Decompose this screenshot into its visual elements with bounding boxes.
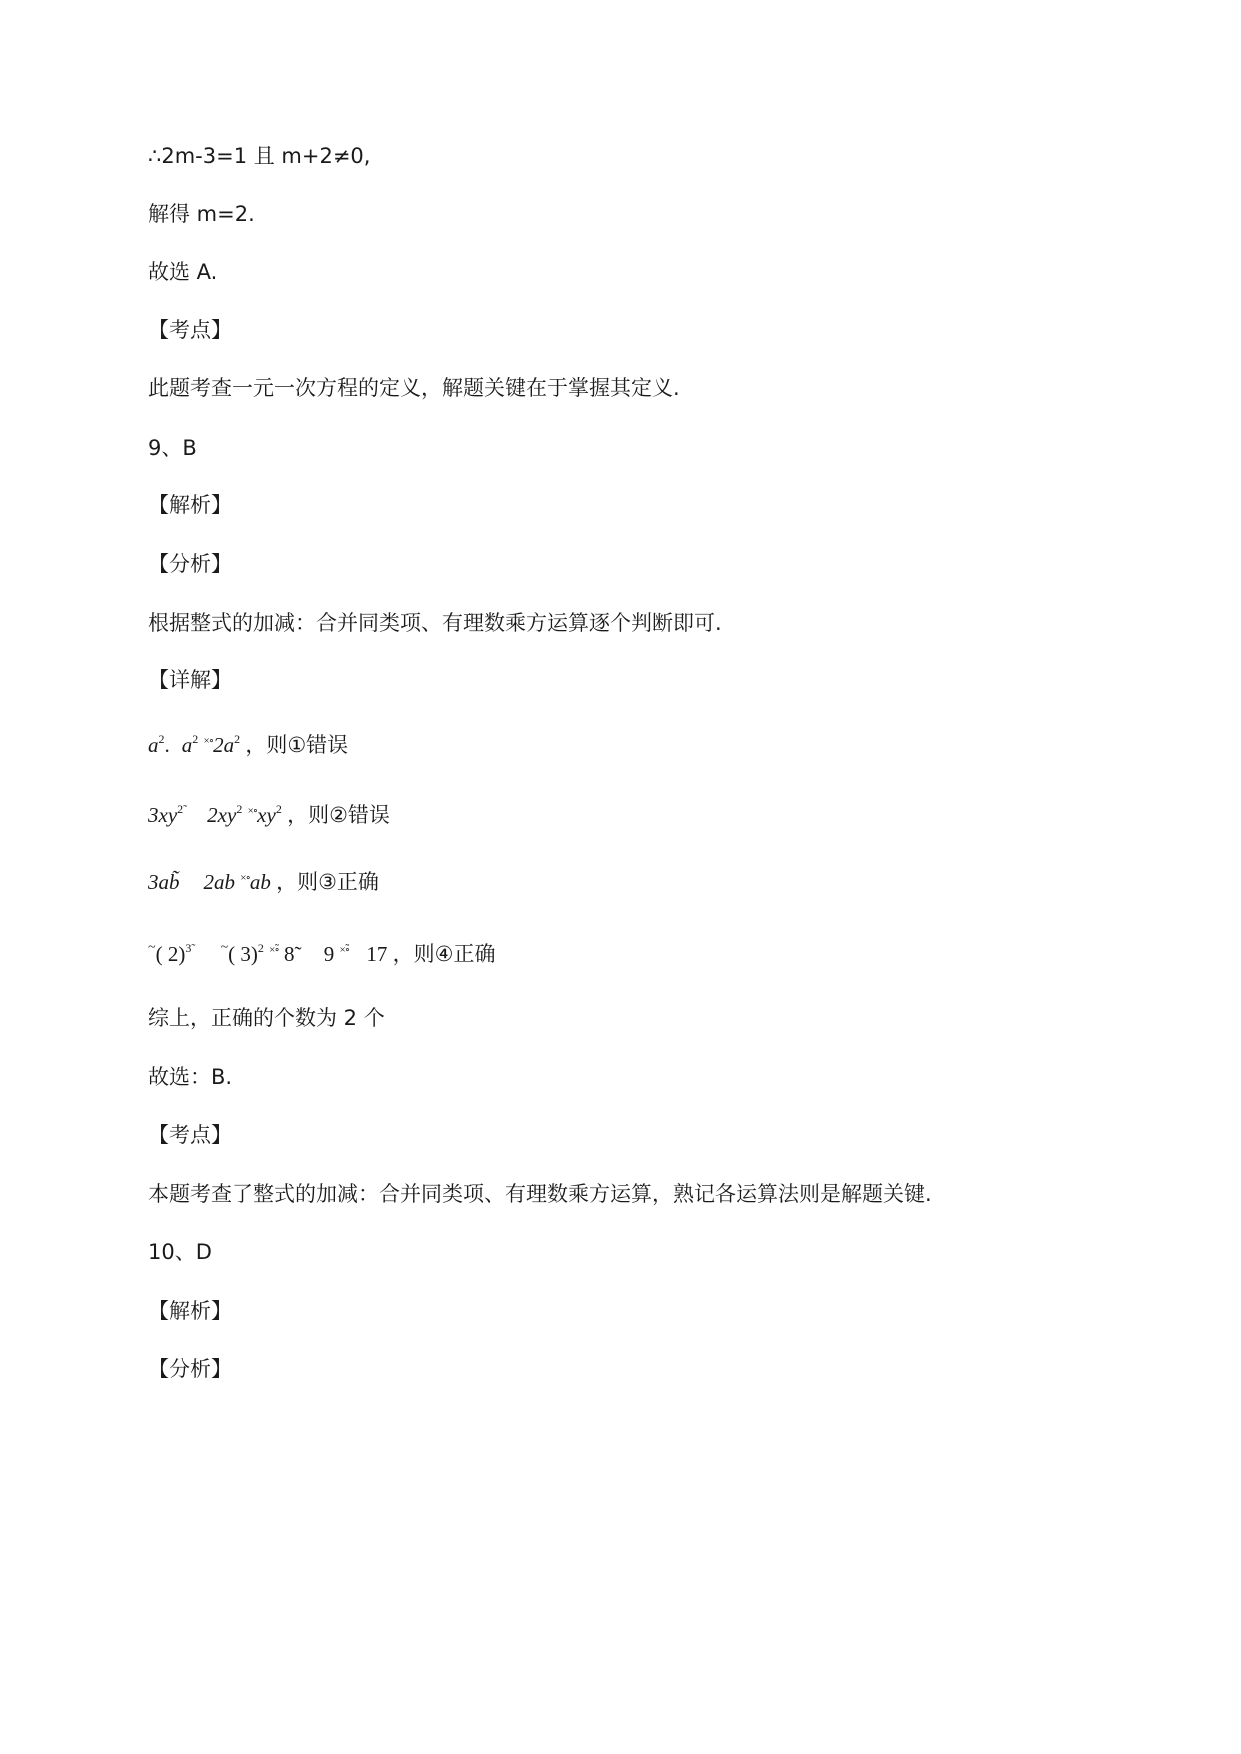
f1-b: a: [181, 733, 193, 757]
f3-mid: 2ab: [203, 870, 235, 894]
question-9-answer: 9、B: [148, 436, 197, 460]
f1-dot: .: [164, 733, 170, 757]
f2-exp-1: 2: [236, 802, 243, 816]
heading-fenxi-1: 【分析】: [148, 552, 232, 576]
formula-1: [148, 724, 348, 760]
f1-suffix: ，则①错误: [245, 733, 349, 757]
f1-exp-3: 2: [234, 732, 241, 746]
f4-exp-1: 3̃: [185, 941, 192, 955]
line-summary: 综上，正确的个数为 2 个: [148, 1006, 385, 1030]
f1-mark: ×∘: [203, 735, 214, 747]
f2-lhs: 3xy: [148, 803, 178, 827]
heading-xiangjie: 【详解】: [148, 668, 232, 692]
heading-fenxi-2: 【分析】: [148, 1357, 232, 1381]
formula-3: [148, 863, 379, 897]
f2-sup-mark: 2̃: [177, 802, 184, 816]
formula-2: [148, 794, 390, 830]
f3-suffix: ，则③正确: [276, 870, 379, 894]
f2-mid: 2xy: [207, 803, 237, 827]
f2-mark: ×∘: [247, 805, 258, 817]
line-choice-b: 故选：B.: [148, 1065, 233, 1089]
heading-jiexi-1: 【解析】: [148, 493, 232, 517]
f3-lhs: 3ab̃: [148, 870, 180, 894]
f4-paren-2: ( 3): [228, 942, 258, 966]
f2-suffix: ，则②错误: [287, 803, 390, 827]
f1-exp-1: 2: [158, 732, 165, 746]
heading-kaodian-2: 【考点】: [148, 1123, 232, 1147]
line-kaodian-text-2: 本题考查了整式的加减：合并同类项、有理数乘方运算，熟记各运算法则是解题关键.: [148, 1182, 932, 1206]
f1-rhs: 2a: [213, 733, 235, 757]
formula-4: [148, 933, 495, 969]
line-solve: 解得 m=2.: [148, 202, 255, 226]
question-10-answer: 10、D: [148, 1240, 212, 1264]
f4-num-2: 9: [323, 942, 335, 966]
f3-mark: ×∘: [240, 872, 250, 884]
heading-kaodian-1: 【考点】: [148, 318, 232, 342]
f1-exp-2: 2: [192, 732, 199, 746]
line-choice-a: 故选 A.: [148, 260, 218, 284]
f4-suffix: ，则④正确: [392, 942, 496, 966]
f1-a: a: [148, 733, 159, 757]
f4-exp-2: 2: [257, 941, 264, 955]
f3-rhs: ab: [249, 870, 271, 894]
f4-tilde-2: ~: [220, 940, 229, 955]
line-kaodian-text-1: 此题考查一元一次方程的定义，解题关键在于掌握其定义.: [148, 376, 680, 400]
f4-mark-2: ×∘̃: [339, 944, 350, 956]
f2-rhs: xy: [257, 803, 276, 827]
f2-exp-2: 2: [275, 802, 282, 816]
heading-jiexi-2: 【解析】: [148, 1299, 232, 1323]
f4-paren-1: ( 2): [155, 942, 186, 966]
f4-mark-1: ×∘̃: [269, 944, 279, 956]
f4-tilde-1: ~: [148, 940, 156, 955]
line-condition: ∴2m-3=1 且 m+2≠0,: [148, 144, 371, 168]
f4-num-3: 17: [366, 942, 388, 966]
f4-num-1: 8̃: [284, 942, 295, 966]
line-fenxi-text: 根据整式的加减：合并同类项、有理数乘方运算逐个判断即可.: [148, 611, 722, 635]
